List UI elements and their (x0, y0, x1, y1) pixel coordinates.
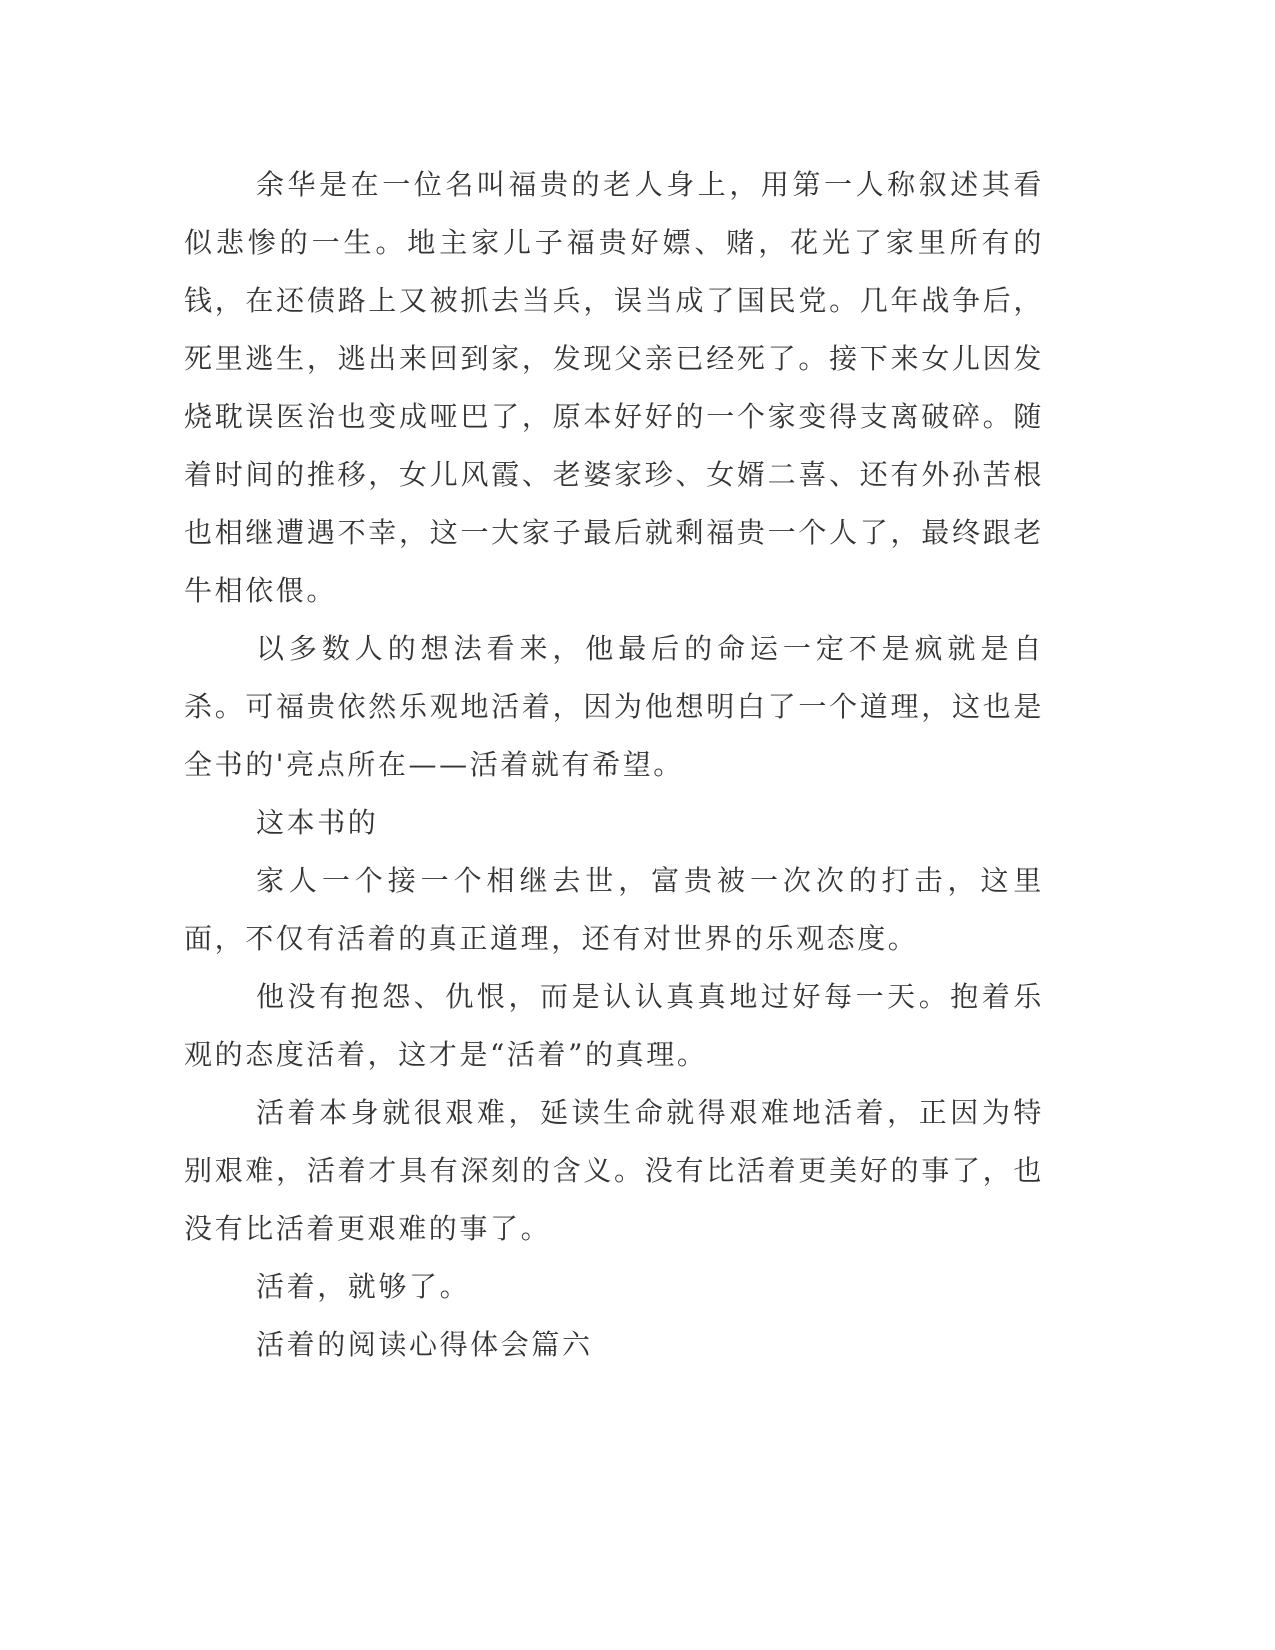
paragraph-7: 活着，就够了。 (256, 1270, 471, 1303)
paragraph-5: 他没有抱怨、仇恨，而是认认真真地过好每一天。抱着乐观的态度活着，这才是“活着”的真理。 (184, 980, 1044, 1071)
paragraph-6: 活着本身就很艰难，延读生命就得艰难地活着，正因为特别艰难，活着才具有深刻的含义。没有比活着更美好的事了，也没有比活着更艰难的事了。 (184, 1096, 1044, 1245)
document-body (184, 156, 1044, 1374)
paragraph-3: 这本书的 (256, 806, 379, 839)
section-heading: 活着的阅读心得体会篇六 (256, 1328, 593, 1361)
paragraph-2: 以多数人的想法看来，他最后的命运一定不是疯就是自杀。可福贵依然乐观地活着，因为他想明白了一个道理，这也是全书的'亮点所在——活着就有希望。 (184, 632, 1044, 781)
paragraph-4: 家人一个接一个相继去世，富贵被一次次的打击，这里面，不仅有活着的真正道理，还有对世界的乐观态度。 (184, 864, 1044, 955)
paragraph-1: 余华是在一位名叫福贵的老人身上，用第一人称叙述其看似悲惨的一生。地主家儿子福贵好嫖、赌，花光了家里所有的钱，在还债路上又被抓去当兵，误当成了国民党。几年战争后，死里逃生，逃出来回到家，发现父亲已经死了。接下来女儿因发烧耽误医治也变成哑巴了，原本好好的一个家变得支离破碎。随着时间的推移，女儿风霞、老婆家珍、女婿二喜、还有外孙苦根也相继遭遇不幸，这一大家子最后就剩福贵一个人了，最终跟老牛相依偎。 (184, 168, 1044, 607)
